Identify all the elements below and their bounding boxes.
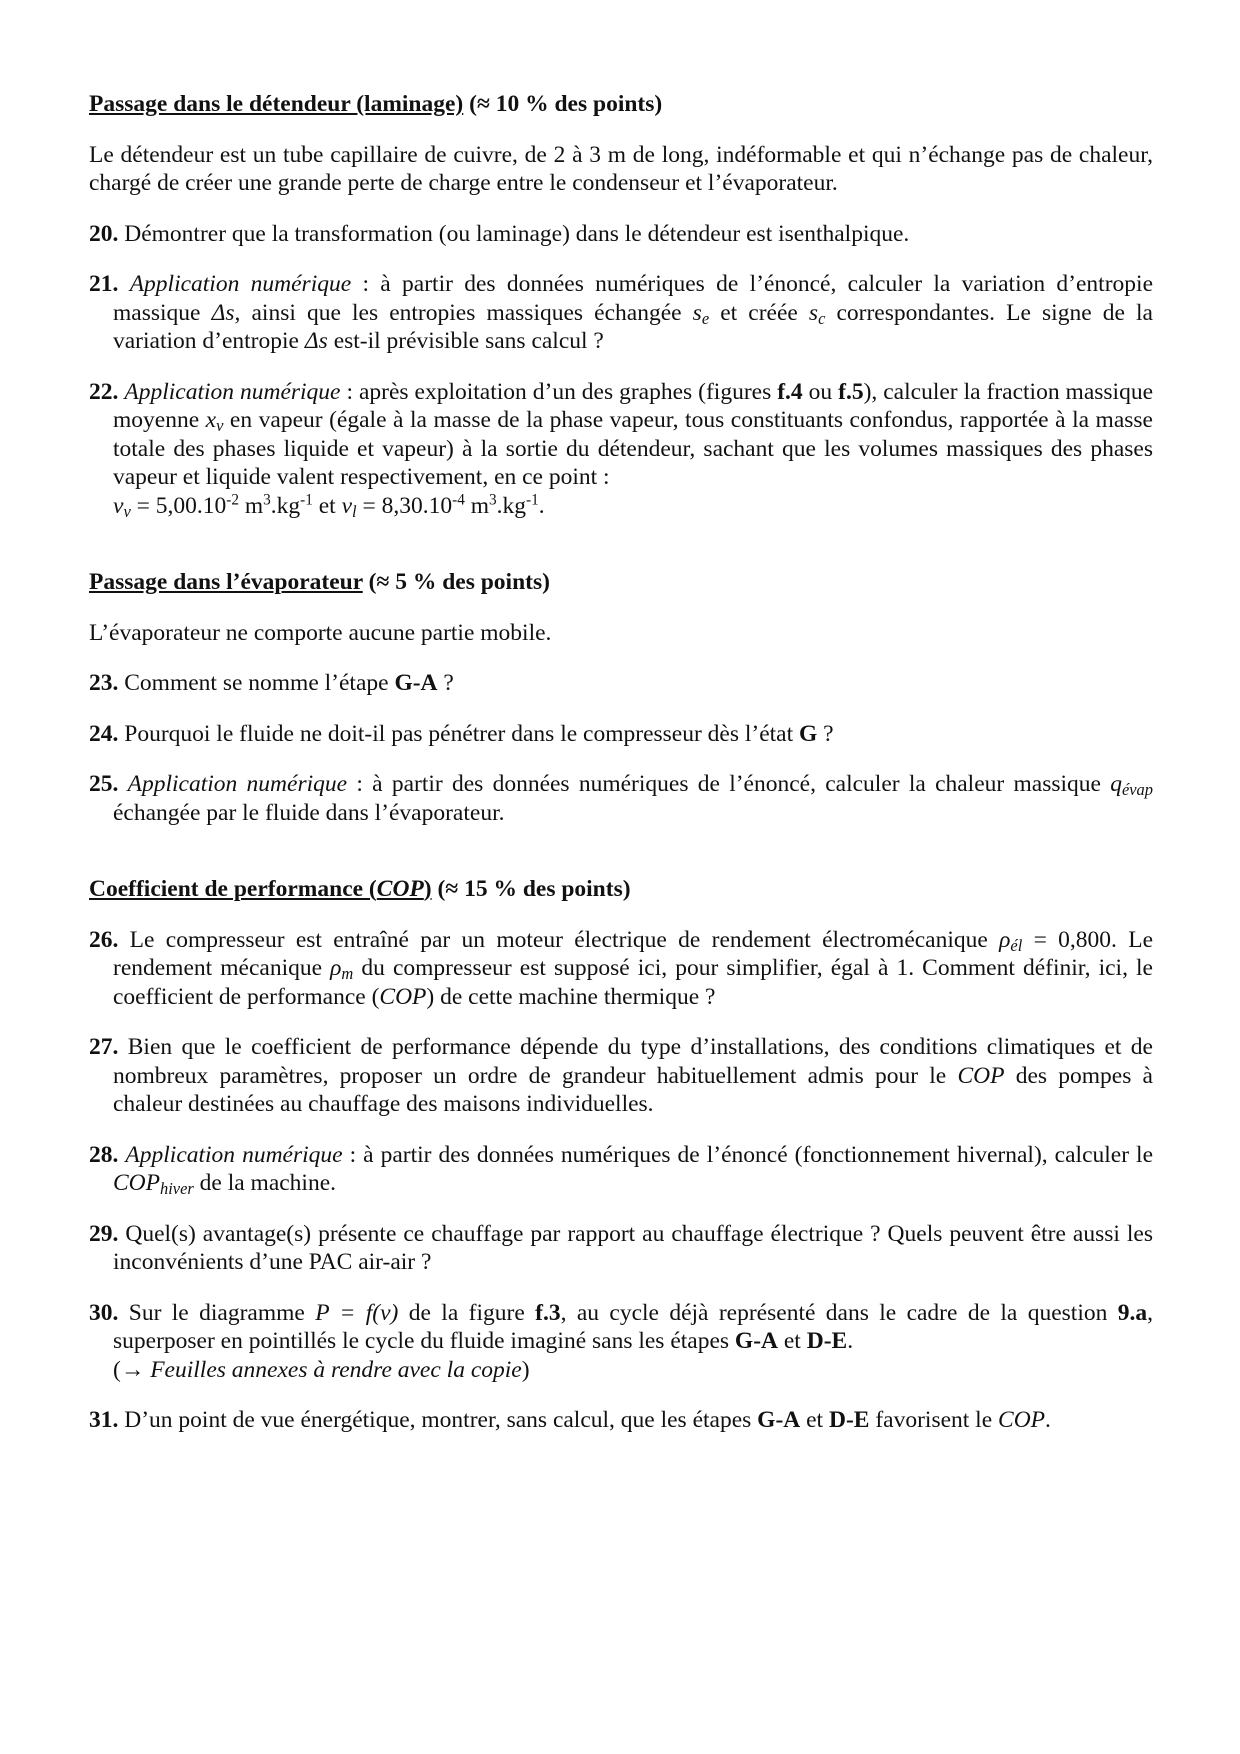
text-fragment: ou	[802, 378, 839, 405]
text-fragment: et	[312, 492, 342, 519]
text-fragment: : à partir des données numériques de l’énoncé (fonctionnement hivernal), calculer le	[342, 1141, 1154, 1168]
question-20	[89, 220, 1153, 249]
math-subscript: évap	[1121, 780, 1153, 800]
section-points: (≈ 10 % des points)	[469, 91, 663, 117]
question-26	[89, 926, 1153, 1012]
question-number: 28.	[89, 1141, 119, 1168]
text-fragment: , ainsi que les entropies massiques échangée	[234, 299, 693, 326]
text-fragment: : à partir des données numériques de l’énoncé, calculer la chaleur massique	[347, 771, 1111, 797]
question-text: Quel(s) avantage(s) présente ce chauffage par rapport au chauffage électrique ? Quels peuvent être aussi les inconvénients d’une PAC air-air ?	[113, 1220, 1153, 1275]
state-ref: D-E	[828, 1407, 870, 1433]
application-label: Application numérique	[125, 1141, 343, 1168]
math-symbol: v	[113, 492, 124, 519]
math-subscript: él	[1010, 935, 1023, 955]
unit: .kg	[496, 492, 526, 519]
question-number: 31.	[89, 1407, 119, 1433]
question-31	[89, 1406, 1153, 1435]
math-symbol: s	[692, 299, 702, 326]
note-fragment: )	[521, 1356, 530, 1383]
annex-note: Feuilles annexes à rendre avec la copie	[150, 1356, 522, 1383]
figure-ref: f.5	[838, 378, 864, 405]
text-fragment: Comment se nomme l’étape	[118, 670, 395, 696]
text-fragment: des pompes à chaleur destinées au chauffage des maisons individuelles.	[113, 1062, 1153, 1117]
text-fragment: et	[778, 1328, 807, 1354]
text-fragment: de la figure	[398, 1299, 536, 1326]
text-fragment: Bien que le coefficient de performance dépende du type d’installations, des conditions climatiques et de nombreux paramètres, proposer un ordre de grandeur habituellement admis pour le	[113, 1034, 1153, 1089]
question-30	[89, 1299, 1153, 1385]
text-fragment: Pourquoi le fluide ne doit-il pas pénétrer dans le compresseur dès l’état	[118, 720, 800, 747]
figure-ref: f.3	[535, 1299, 561, 1326]
section-title: Passage dans le détendeur (laminage)	[89, 91, 464, 117]
section-title	[89, 876, 432, 902]
document-body	[89, 90, 1153, 1435]
math-exponent: -1	[526, 491, 539, 509]
question-24	[89, 720, 1153, 749]
math-symbol: v	[341, 492, 353, 519]
math-symbol: COP	[379, 983, 427, 1010]
text-fragment: = 0,800. Le rendement mécanique	[113, 926, 1154, 981]
math-expression: P = f(v)	[315, 1299, 399, 1326]
text-fragment: échangée par le fluide dans l’évaporateur.	[113, 799, 505, 826]
text-fragment: du compresseur est supposé ici, pour simplifier, égal à 1. Comment définir, ici, le coefficient de performance (	[113, 955, 1153, 1010]
text-fragment: ?	[817, 720, 834, 747]
math-symbol: ρ	[999, 926, 1011, 953]
text-fragment: ), calculer la fraction massique moyenne	[113, 378, 1154, 433]
state-ref: G-A	[757, 1407, 801, 1433]
state-ref: G-A	[394, 670, 438, 696]
section-points: (≈ 15 % des points)	[437, 876, 631, 902]
section-points: (≈ 5 % des points)	[368, 569, 550, 595]
math-symbol: Δs	[211, 299, 235, 326]
question-number: 25.	[89, 771, 119, 797]
application-label: Application numérique	[124, 378, 341, 405]
math-subscript: c	[818, 308, 826, 328]
math-symbol: Δs	[304, 328, 328, 354]
section-heading-evaporateur	[89, 568, 1153, 597]
question-25	[89, 770, 1153, 827]
question-21	[89, 270, 1153, 356]
title-fragment: COP	[376, 876, 424, 902]
math-subscript: v	[123, 501, 131, 521]
text-fragment: : à partir des données numériques de l’énoncé, calculer la variation d’entropie massique	[113, 271, 1153, 326]
question-28	[89, 1141, 1153, 1198]
math-subscript: hiver	[160, 1179, 194, 1199]
math-symbol: COP	[957, 1062, 1005, 1089]
question-22	[89, 378, 1153, 521]
text-fragment: , au cycle déjà représenté dans le cadre de la question	[560, 1299, 1118, 1326]
math-subscript: l	[352, 501, 357, 521]
title-fragment: )	[423, 876, 432, 902]
math-symbol: COP	[998, 1407, 1046, 1433]
text-fragment: est-il prévisible sans calcul ?	[327, 328, 604, 354]
text-fragment: en vapeur (égale à la masse de la phase vapeur, tous constituants confondus, rapportée à la masse totale des phases liquide et vapeur) à la sortie du détendeur, sachant que les volumes massiques des phases vapeur et liquide valent respectivement, en ce point :	[113, 407, 1153, 490]
state-ref: G	[799, 720, 818, 747]
text-fragment: Le compresseur est entraîné par un moteur électrique de rendement électromécanique	[118, 926, 1000, 953]
text-fragment: et	[800, 1407, 829, 1433]
math-exponent: -2	[226, 491, 239, 509]
application-label: Application numérique	[127, 771, 348, 797]
math-symbol: x	[205, 407, 217, 433]
question-ref: 9.a	[1117, 1299, 1148, 1326]
question-23	[89, 669, 1153, 698]
text-fragment: D’un point de vue énergétique, montrer, sans calcul, que les étapes	[118, 1407, 758, 1433]
math-value: = 8,30.10	[356, 492, 453, 519]
question-number: 30.	[89, 1299, 119, 1326]
text-fragment: .	[847, 1328, 854, 1354]
math-subscript: e	[701, 308, 710, 328]
section-intro: L’évaporateur ne comporte aucune partie mobile.	[89, 619, 552, 646]
question-number: 22.	[89, 378, 119, 405]
unit: m	[238, 492, 264, 519]
math-exponent: -4	[452, 491, 465, 509]
figure-ref: f.4	[777, 378, 803, 405]
unit: m	[464, 492, 489, 519]
math-exponent: 3	[488, 491, 497, 509]
unit: .kg	[270, 492, 301, 519]
question-29	[89, 1220, 1153, 1277]
text-fragment: , superposer en pointillés le cycle du fluide imaginé sans les étapes	[113, 1299, 1153, 1354]
section-title: Passage dans l’évaporateur	[89, 569, 363, 595]
question-number: 23.	[89, 670, 119, 696]
title-fragment: Coefficient de performance (	[89, 876, 377, 902]
math-subscript: m	[341, 964, 354, 984]
question-text: Démontrer que la transformation (ou laminage) dans le détendeur est isenthalpique.	[124, 220, 910, 247]
state-ref: G-A	[734, 1328, 778, 1354]
text-fragment: de la machine.	[193, 1170, 337, 1196]
question-number: 26.	[89, 926, 119, 953]
math-value: = 5,00.10	[130, 492, 227, 519]
text-fragment: ?	[437, 670, 454, 696]
section-heading-detendeur	[89, 90, 1153, 119]
application-label: Application numérique	[129, 271, 352, 297]
section-heading-cop	[89, 875, 1153, 904]
math-exponent: 3	[263, 491, 271, 509]
text-fragment: ) de cette machine thermique ?	[426, 983, 716, 1010]
math-exponent: -1	[300, 491, 313, 509]
question-number: 21.	[89, 271, 119, 297]
math-symbol: ρ	[330, 955, 342, 981]
text-fragment: et créée	[709, 299, 809, 326]
text-fragment: .	[538, 492, 545, 519]
text-fragment: favorisent le	[869, 1407, 999, 1433]
question-number: 29.	[89, 1220, 119, 1247]
math-symbol: q	[1110, 771, 1122, 797]
text-fragment: correspondantes. Le signe de la variation d’entropie	[113, 299, 1153, 354]
question-number: 27.	[89, 1034, 119, 1060]
state-ref: D-E	[806, 1328, 848, 1354]
question-27	[89, 1033, 1153, 1119]
note-fragment: (→	[113, 1356, 151, 1383]
math-symbol: COP	[113, 1170, 160, 1196]
question-number: 20.	[89, 220, 119, 247]
text-fragment: .	[1045, 1407, 1051, 1433]
math-symbol: s	[808, 299, 819, 326]
text-fragment: : après exploitation d’un des graphes (figures	[340, 378, 778, 405]
section-intro: Le détendeur est un tube capillaire de cuivre, de 2 à 3 m de long, indéformable et qui n’échange pas de chaleur, chargé de créer une grande perte de charge entre le condenseur et l’évaporateur.	[89, 141, 1153, 196]
math-subscript: v	[216, 416, 224, 436]
question-number: 24.	[89, 720, 119, 747]
text-fragment: Sur le diagramme	[118, 1299, 316, 1326]
